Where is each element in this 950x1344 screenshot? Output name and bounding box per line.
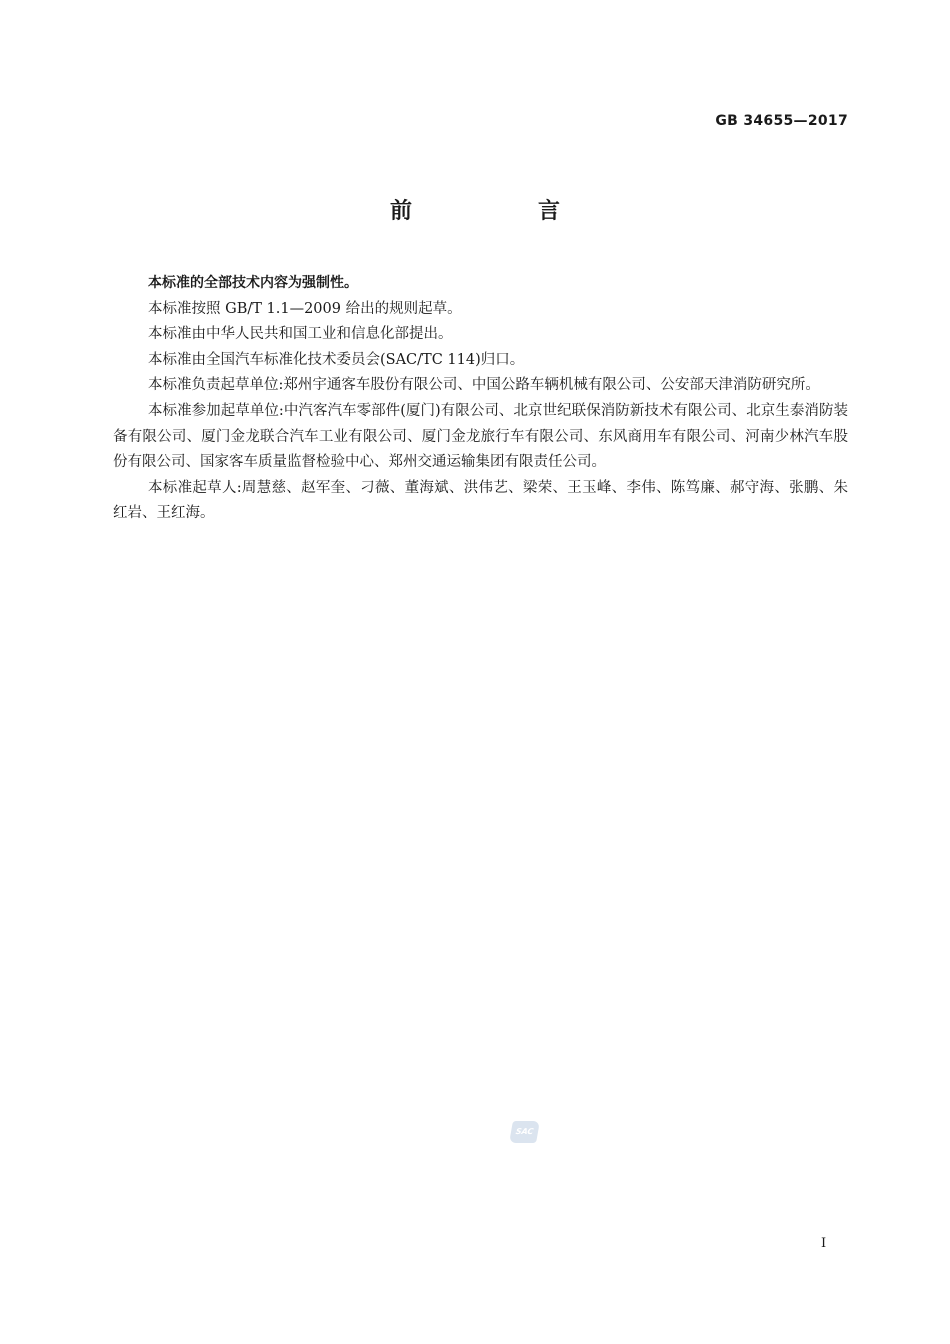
paragraph-centralized-unit: 本标准由全国汽车标准化技术委员会(SAC/TC 114)归口。 <box>148 351 525 368</box>
page-number: I <box>821 1236 827 1251</box>
paragraph-responsible-drafters: 本标准负责起草单位:郑州宇通客车股份有限公司、中国公路车辆机械有限公司、公安部天津消防研究所。 <box>148 377 820 394</box>
foreword-body <box>113 271 848 527</box>
paragraph-drafting-rules: 本标准按照 GB/T 1.1—2009 给出的规则起草。 <box>148 300 462 317</box>
paragraph-mandatory-statement: 本标准的全部技术内容为强制性。 <box>148 275 358 291</box>
standard-number: GB 34655—2017 <box>715 113 848 129</box>
sac-watermark-logo <box>509 1121 540 1143</box>
sac-watermark-text: SAC <box>514 1127 535 1136</box>
paragraph-participating-drafters: 本标准参加起草单位:中汽客汽车零部件(厦门)有限公司、北京世纪联保消防新技术有限公司、北京生泰消防装备有限公司、厦门金龙联合汽车工业有限公司、厦门金龙旅行车有限公司、东风商用车有限公司、河南少林汽车股份有限公司、国家客车质量监督检验中心、郑州交通运输集团有限责任公司。 <box>113 402 848 471</box>
paragraph-proposer: 本标准由中华人民共和国工业和信息化部提出。 <box>148 326 453 343</box>
page-title: 前 言 <box>389 199 612 224</box>
paragraph-drafters: 本标准起草人:周慧慈、赵军奎、刁薇、董海斌、洪伟艺、梁荣、王玉峰、李伟、陈笃廉、郝守海、张鹏、朱红岩、王红海。 <box>113 479 848 522</box>
